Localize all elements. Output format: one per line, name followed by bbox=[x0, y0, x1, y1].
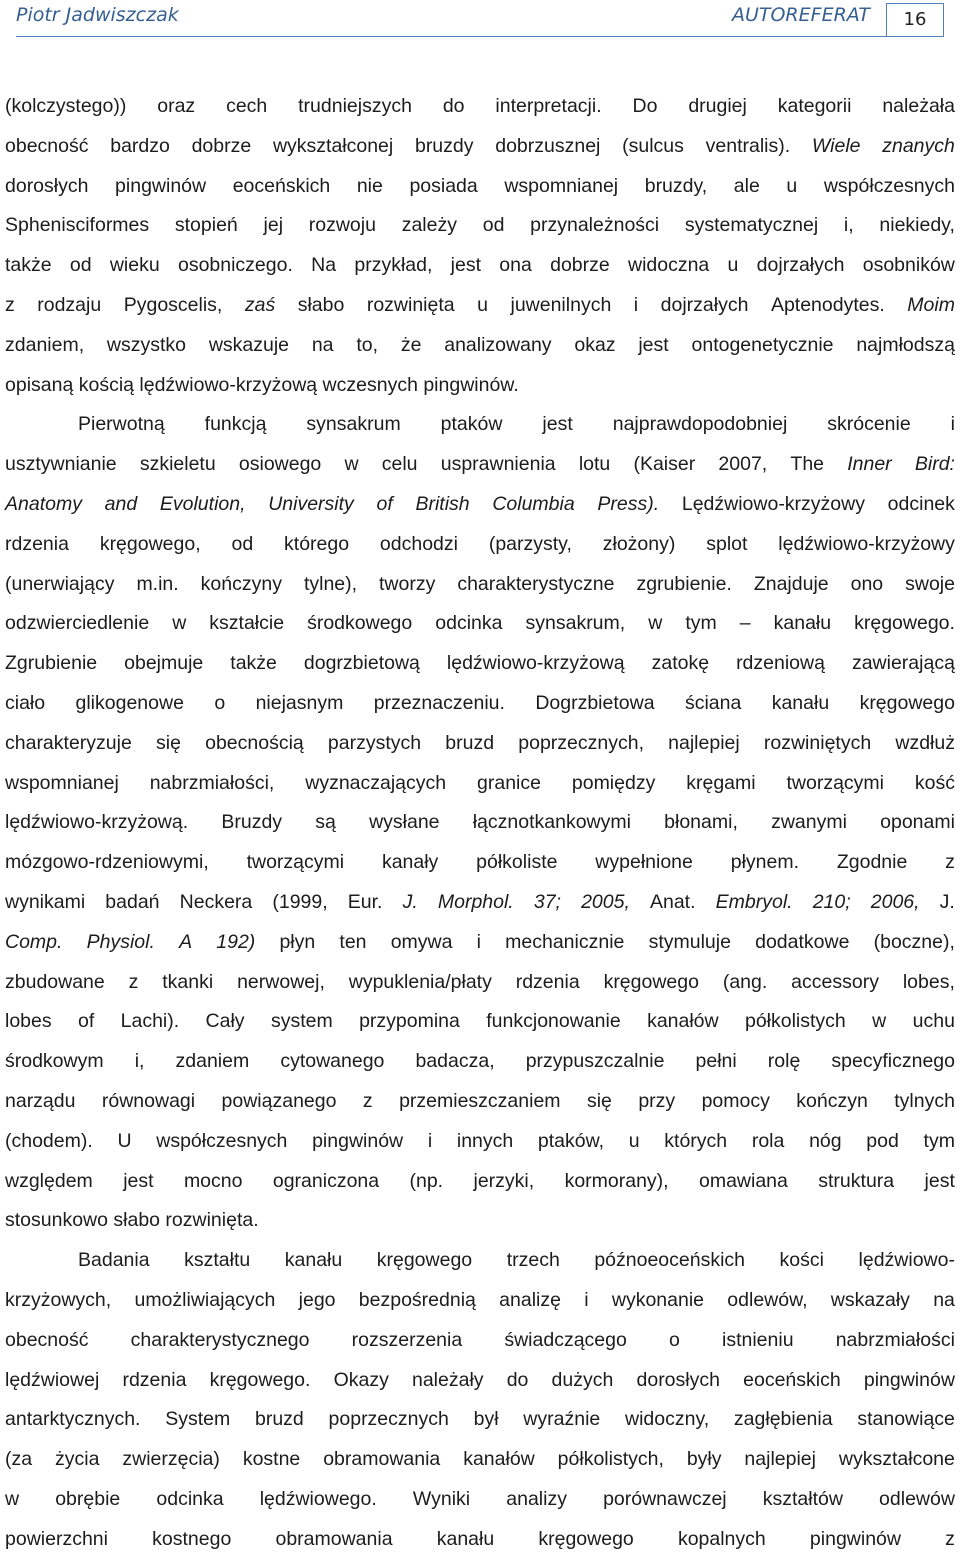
text-line: obecność charakterystycznego rozszerzenia świadczącego o istnieniu nabrzmiałości bbox=[5, 1328, 955, 1351]
text-line: (za życia zwierzęcia) kostne obramowania kanałów półkolistych, były najlepiej wykształcone bbox=[5, 1448, 955, 1471]
header-author: Piotr Jadwiszczak bbox=[16, 4, 179, 26]
text-line: Anatomy and Evolution, University of British Columbia Press). Lędźwiowo-krzyżowy odcinek bbox=[5, 492, 955, 515]
text-line: zdaniem, wszystko wskazuje na to, że analizowany okaz jest ontogenetycznie najmłodszą bbox=[5, 333, 955, 356]
text-line: opisaną kością lędźwiowo-krzyżową wczesnych pingwinów. bbox=[5, 373, 519, 396]
text-line: krzyżowych, umożliwiających jego bezpośrednią analizę i wykonanie odlewów, wskazały na bbox=[5, 1288, 955, 1311]
text-line: (kolczystego)) oraz cech trudniejszych do interpretacji. Do drugiej kategorii należała bbox=[5, 95, 955, 117]
page-header bbox=[16, 0, 944, 37]
text-line: antarktycznych. System bruzd poprzecznych był wyraźnie widoczny, zagłębienia stanowiące bbox=[5, 1408, 955, 1431]
text-line: (unerwiający m.in. kończyny tylne), tworzy charakterystyczne zgrubienie. Znajduje ono swoje bbox=[5, 572, 955, 595]
page-number-box: 16 bbox=[886, 3, 944, 36]
text-line: Zgrubienie obejmuje także dogrzbietową lędźwiowo-krzyżową zatokę rdzeniową zawierającą bbox=[5, 652, 955, 675]
text-line: rdzenia kręgowego, od którego odchodzi (parzysty, złożony) splot lędźwiowo-krzyżowy bbox=[5, 532, 955, 555]
text-line: zbudowane z tkanki nerwowej, wypuklenia/płaty rdzenia kręgowego (ang. accessory lobes, bbox=[5, 970, 955, 993]
text-line: Comp. Physiol. A 192) płyn ten omywa i mechanicznie stymuluje dodatkowe (boczne), bbox=[5, 930, 955, 953]
text-line: powierzchni kostnego obramowania kanału kręgowego kopalnych pingwinów z bbox=[5, 1527, 955, 1550]
text-line: lobes of Lachi). Cały system przypomina funkcjonowanie kanałów półkolistych w uchu bbox=[5, 1010, 955, 1033]
text-line: Pierwotną funkcją synsakrum ptaków jest najprawdopodobniej skrócenie i bbox=[78, 413, 955, 436]
text-line: także od wieku osobniczego. Na przykład, jest ona dobrze widoczna u dojrzałych osobników bbox=[5, 254, 955, 277]
text-line: wynikami badań Neckera (1999, Eur. J. Morphol. 37; 2005, Anat. Embryol. 210; 2006, J. bbox=[5, 890, 955, 913]
body-text bbox=[5, 87, 955, 1559]
text-line: (chodem). U współczesnych pingwinów i innych ptaków, u których rola nóg pod tym bbox=[5, 1129, 955, 1152]
text-line: stosunkowo słabo rozwinięta. bbox=[5, 1209, 259, 1232]
text-line: ciało glikogenowe o niejasnym przeznaczeniu. Dogrzbietowa ściana kanału kręgowego bbox=[5, 691, 955, 714]
text-line: dorosłych pingwinów eoceńskich nie posiada wspomnianej bruzdy, ale u współczesnych bbox=[5, 174, 955, 197]
text-line: Badania kształtu kanału kręgowego trzech późnoeoceńskich kości lędźwiowo- bbox=[78, 1249, 955, 1272]
text-line: Sphenisciformes stopień jej rozwoju zależy od przynależności systematycznej i, niekiedy, bbox=[5, 214, 955, 237]
text-line: względem jest mocno ograniczona (np. jerzyki, kormorany), omawiana struktura jest bbox=[5, 1169, 955, 1192]
text-line: usztywnianie szkieletu osiowego w celu usprawnienia lotu (Kaiser 2007, The Inner Bird: bbox=[5, 453, 955, 476]
text-line: odzwierciedlenie w kształcie środkowego odcinka synsakrum, w tym – kanału kręgowego. bbox=[5, 612, 955, 635]
text-line: lędźwiowo-krzyżową. Bruzdy są wysłane łącznotkankowymi błonami, zwanymi oponami bbox=[5, 811, 955, 834]
text-line: z rodzaju Pygoscelis, zaś słabo rozwinięta u juwenilnych i dojrzałych Aptenodytes. Moim bbox=[5, 293, 955, 316]
text-line: środkowym i, zdaniem cytowanego badacza, przypuszczalnie pełni rolę specyficznego bbox=[5, 1050, 955, 1073]
text-line: wspomnianej nabrzmiałości, wyznaczających granice pomiędzy kręgami tworzącymi kość bbox=[5, 771, 955, 794]
header-title: AUTOREFERAT bbox=[731, 4, 870, 26]
text-line: w obrębie odcinka lędźwiowego. Wyniki analizy porównawczej kształtów odlewów bbox=[5, 1487, 955, 1510]
text-line: narządu równowagi powiązanego z przemieszczaniem się przy pomocy kończyn tylnych bbox=[5, 1089, 955, 1112]
text-line: obecność bardzo dobrze wykształconej bruzdy dobrzusznej (sulcus ventralis). Wiele znanych bbox=[5, 134, 955, 157]
text-line: charakteryzuje się obecnością parzystych bruzd poprzecznych, najlepiej rozwiniętych wzdłuż bbox=[5, 731, 955, 754]
text-line: mózgowo-rdzeniowymi, tworzącymi kanały półkoliste wypełnione płynem. Zgodnie z bbox=[5, 851, 955, 874]
text-line: lędźwiowej rdzenia kręgowego. Okazy należały do dużych dorosłych eoceńskich pingwinów bbox=[5, 1368, 955, 1391]
